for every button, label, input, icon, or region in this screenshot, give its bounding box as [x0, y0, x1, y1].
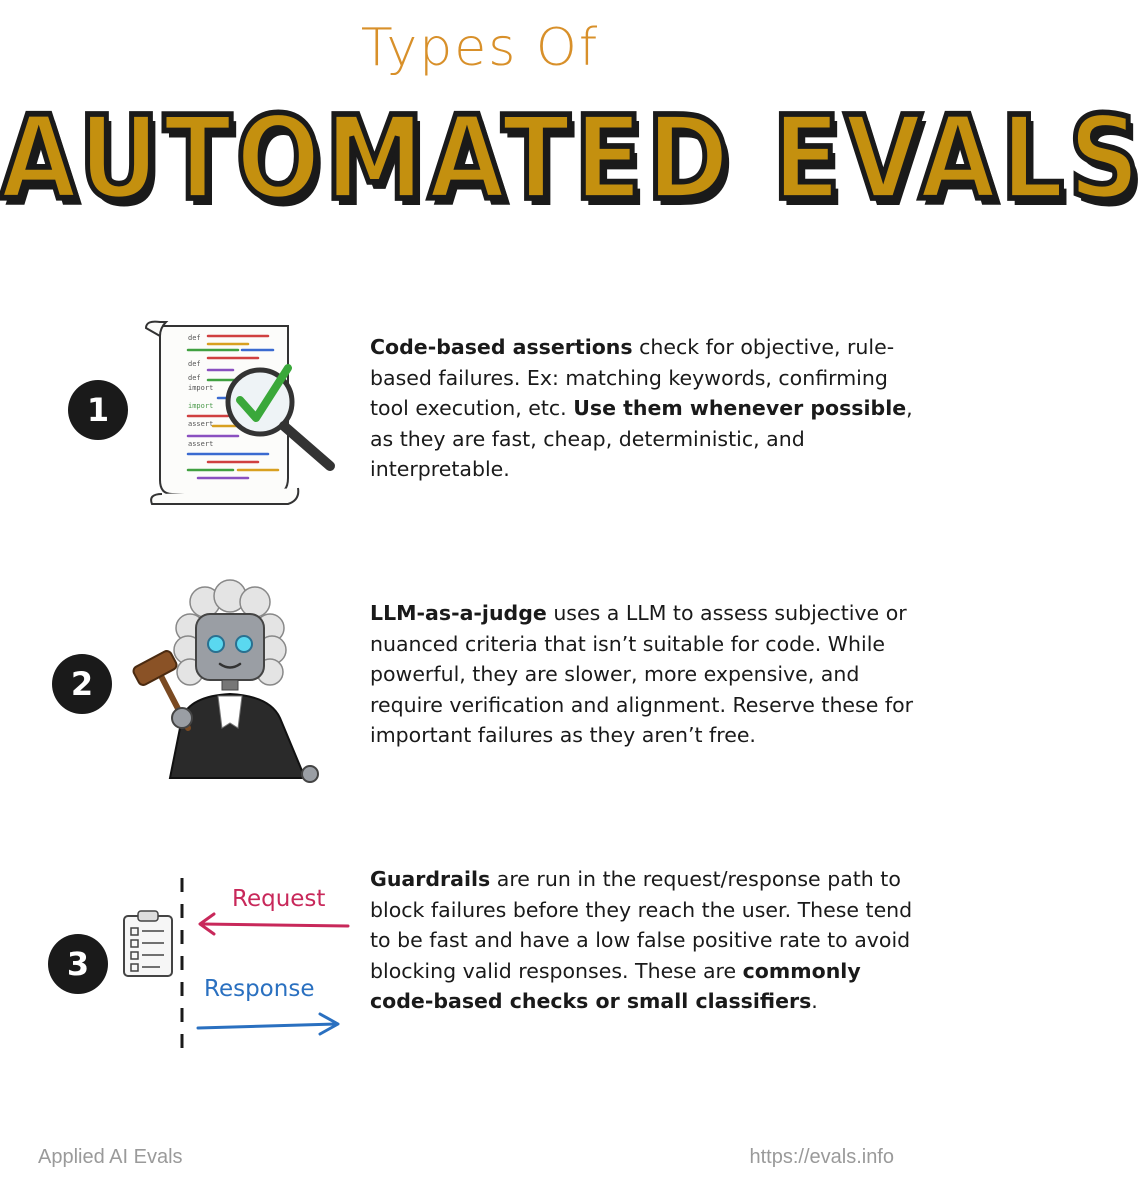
item-1-bold-lead: Code-based assertions [370, 335, 633, 359]
footer-url[interactable]: https://evals.info [749, 1146, 894, 1168]
code-line-7: assert [188, 440, 214, 448]
item-2-text-1: uses a LLM to assess subjective or nuanced criteria that isn’t suitable for code. While powerful, they are slower, more expensive, and require verification and alignment. Reserve these for important failures as they aren’t free. [370, 601, 914, 747]
code-line-4: import [188, 384, 214, 392]
number-badge-3: 3 [48, 934, 108, 994]
response-label: Response [204, 976, 315, 1002]
item-1-bold-mid: Use them whenever possible [573, 396, 907, 420]
subtitle: Types Of [360, 18, 600, 78]
request-label: Request [232, 886, 326, 912]
item-1-text-2: , as they are fast, cheap, deterministic, and interpretable. [370, 396, 913, 481]
item-3-bold-lead: Guardrails [370, 867, 491, 891]
item-3-text-2: . [811, 989, 818, 1013]
item-2-bold-lead: LLM-as-a-judge [370, 601, 547, 625]
code-line-3: def [188, 374, 201, 382]
item-3-bold-mid: commonly code-based checks or small classifiers [370, 958, 861, 1013]
number-badge-1: 1 [68, 380, 128, 440]
item-2-description [370, 598, 930, 751]
request-response-diagram [170, 872, 360, 1062]
code-line-2: def [188, 360, 201, 368]
robot-judge-gavel-icon [130, 578, 330, 788]
item-1-description [370, 332, 930, 485]
number-badge-2: 2 [52, 654, 112, 714]
item-3-text-1: are run in the request/response path to block failures before they reach the user. These tend to be fast and have a low false positive rate to avoid blocking valid responses. These are [370, 867, 913, 983]
page-title: AUTOMATED EVALS [0, 91, 1144, 226]
code-line-1: def [188, 334, 201, 342]
item-3-description [370, 864, 930, 1017]
code-scroll-magnifier-icon [138, 318, 338, 508]
footer-brand: Applied AI Evals [38, 1146, 183, 1168]
clipboard-checklist-icon [120, 908, 176, 978]
code-line-5: import [188, 402, 214, 410]
item-1-text-1: check for objective, rule-based failures. Ex: matching keywords, confirming tool execution, etc. [370, 335, 895, 420]
code-line-6: assert [188, 420, 214, 428]
